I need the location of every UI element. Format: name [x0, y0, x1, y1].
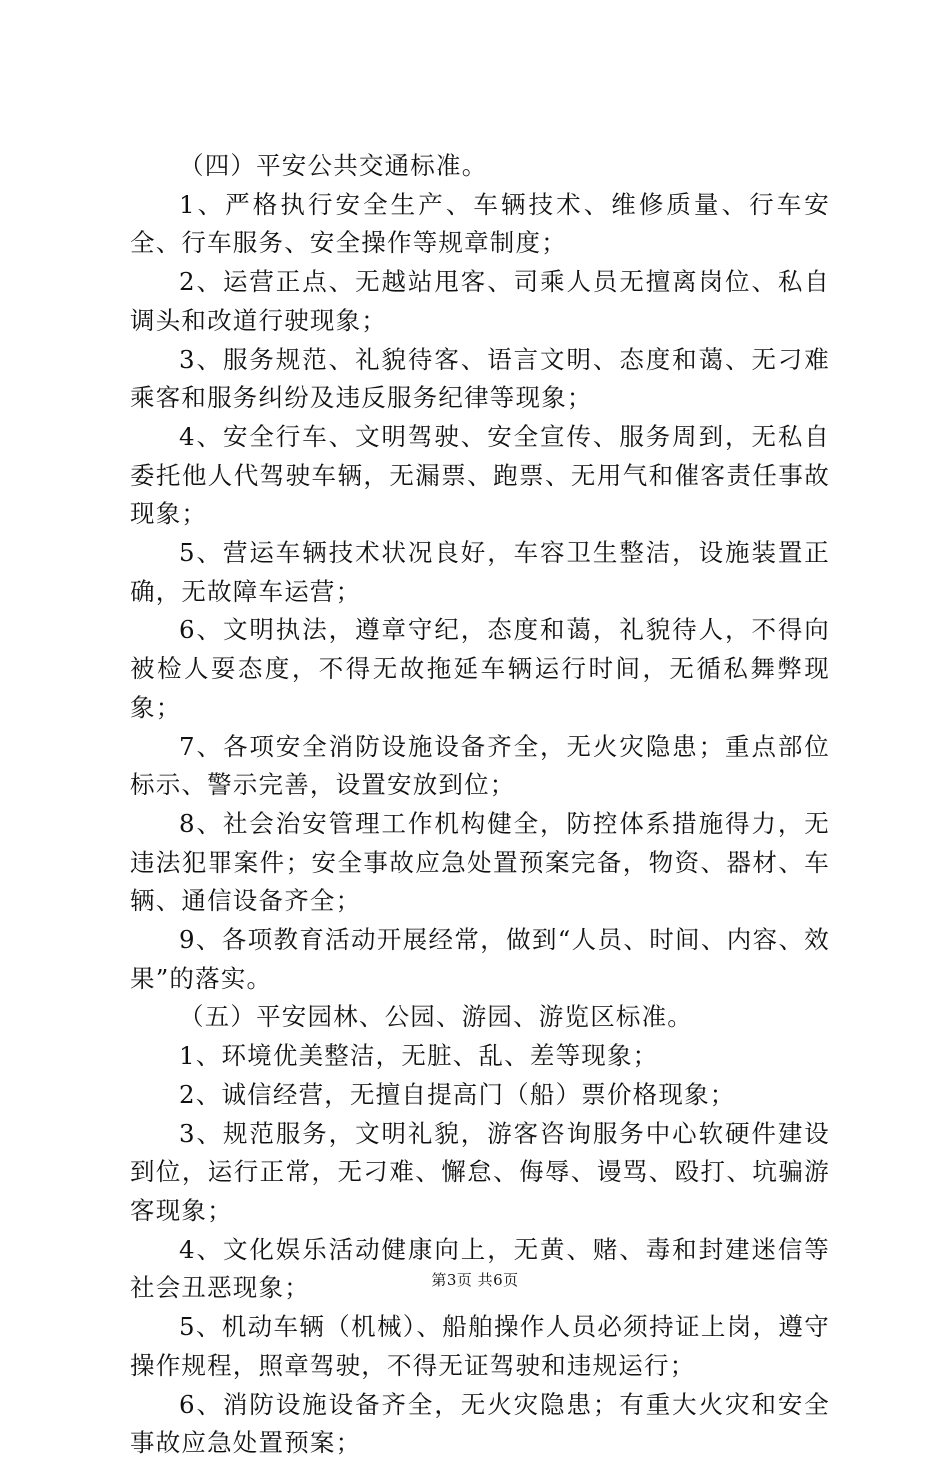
paragraph-item: 1、严格执行安全生产、车辆技术、维修质量、行车安全、行车服务、安全操作等规章制度；	[130, 189, 830, 258]
paragraph-item: 7、各项安全消防设施设备齐全，无火灾隐患；重点部位标示、警示完善，设置安放到位；	[130, 731, 830, 800]
paragraph-item: 3、规范服务，文明礼貌，游客咨询服务中心软硬件建设到位，运行正常，无刁难、懈怠、侮辱、谩骂、殴打、坑骗游客现象；	[130, 1118, 830, 1225]
paragraph-item: 2、运营正点、无越站甩客、司乘人员无擅离岗位、私自调头和改道行驶现象；	[130, 267, 830, 335]
paragraph-item: 9、各项教育活动开展经常，做到“人员、时间、内容、效果”的落实。	[130, 925, 830, 993]
paragraph-item: 5、机动车辆（机械）、船舶操作人员必须持证上岗，遵守操作规程，照章驾驶，不得无证驾驶和违规运行；	[130, 1312, 830, 1380]
section-heading-4: （四）平安公共交通标准。	[179, 151, 488, 180]
paragraph-item: 8、社会治安管理工作机构健全，防控体系措施得力，无违法犯罪案件；安全事故应急处置预案完备，物资、器材、车辆、通信设备齐全；	[130, 808, 830, 916]
paragraph-item: 2、诚信经营，无擅自提高门（船）票价格现象；	[179, 1079, 736, 1109]
paragraph-item: 4、安全行车、文明驾驶、安全宣传、服务周到，无私自委托他人代驾驶车辆，无漏票、跑票、无用气和催客责任事故现象；	[130, 421, 830, 529]
section-heading-5: （五）平安园林、公园、游园、游览区标准。	[179, 1002, 693, 1032]
paragraph-item: 6、文明执法，遵章守纪，态度和蔼，礼貌待人，不得向被检人耍态度，不得无故拖延车辆运行时间，无循私舞弊现象；	[130, 615, 830, 722]
page-footer: 第3页 共6页	[431, 1271, 519, 1289]
paragraph-item: 6、消防设施设备齐全，无火灾隐患；有重大火灾和安全事故应急处置预案；	[130, 1389, 830, 1458]
paragraph-item: 4、文化娱乐活动健康向上，无黄、赌、毒和封建迷信等社会丑恶现象；	[130, 1234, 830, 1303]
paragraph-item: 5、营运车辆技术状况良好，车容卫生整洁，设施装置正确，无故障车运营；	[130, 538, 830, 606]
paragraph-item: 3、服务规范、礼貌待客、语言文明、态度和蔼、无刁难乘客和服务纠纷及违反服务纪律等现象；	[130, 344, 830, 413]
paragraph-item: 1、环境优美整洁，无脏、乱、差等现象；	[179, 1041, 659, 1071]
document-body	[130, 147, 830, 1463]
